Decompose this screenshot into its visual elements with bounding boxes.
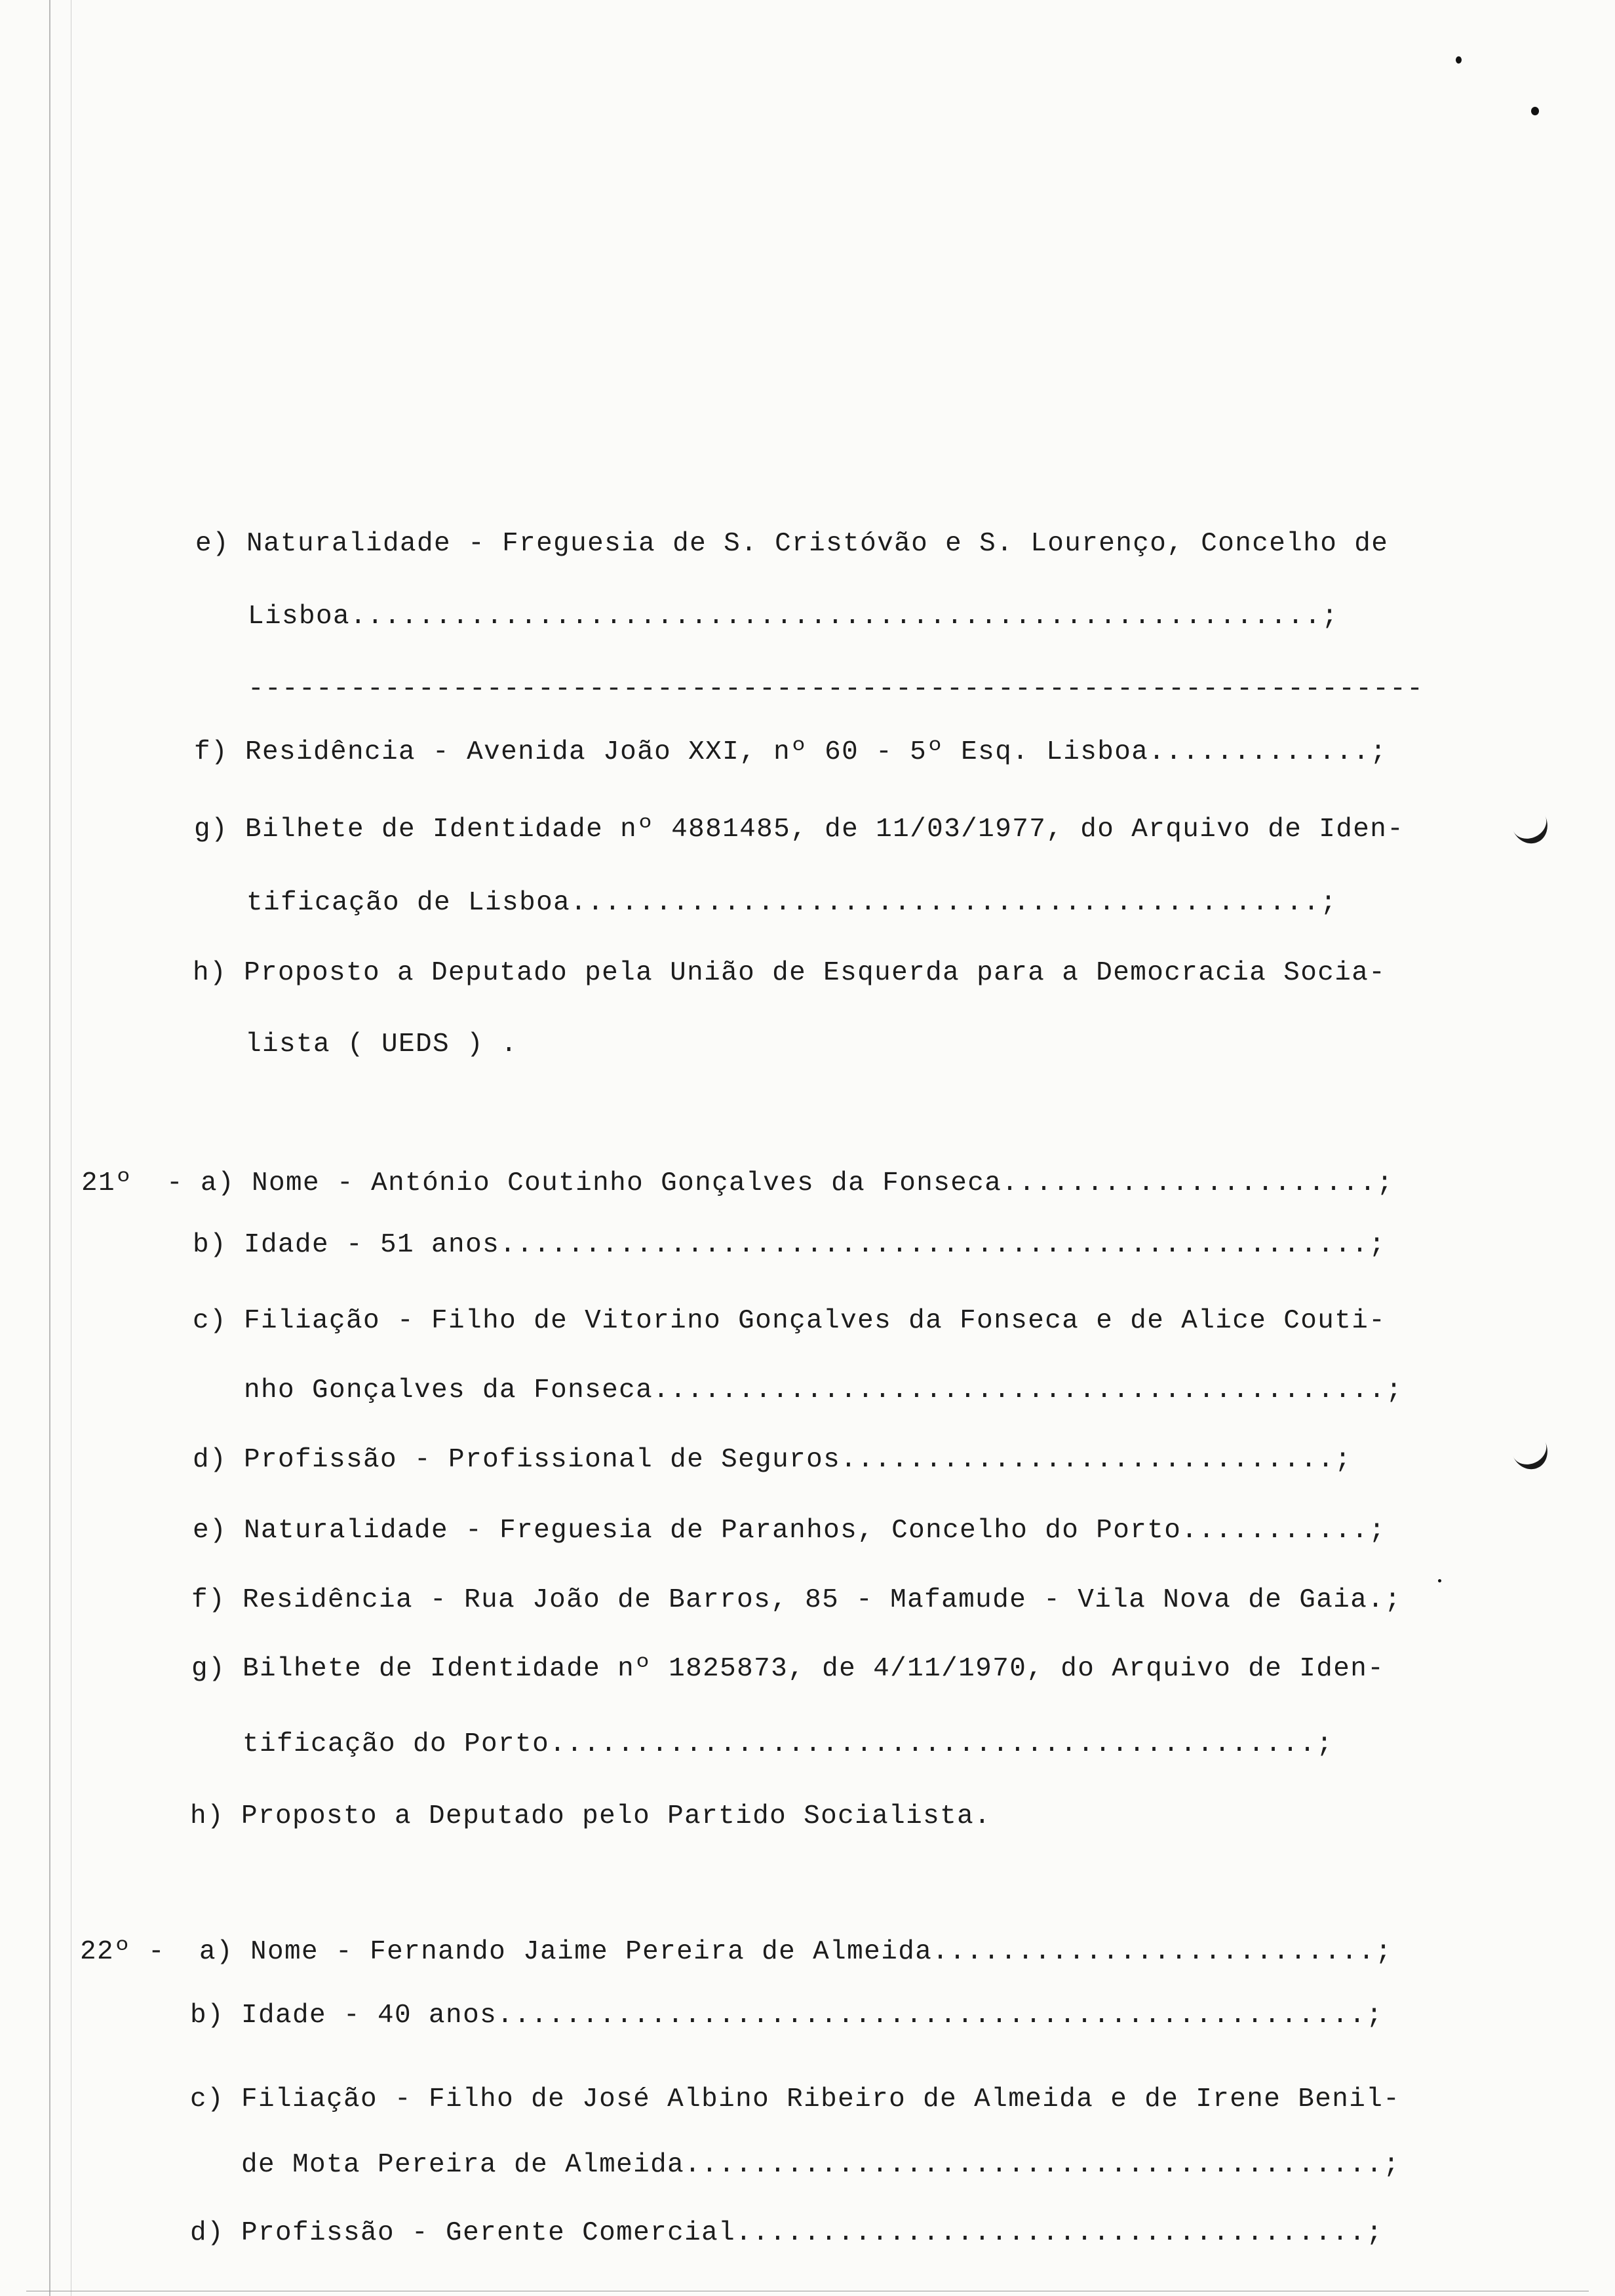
text-line: h) Proposto a Deputado pelo Partido Socialista. bbox=[190, 1801, 992, 1831]
entry-heading-21: 21º - a) Nome - António Coutinho Gonçalves da Fonseca......................; bbox=[81, 1168, 1394, 1198]
text-line: h) Proposto a Deputado pela União de Esquerda para a Democracia Socia- bbox=[193, 958, 1386, 988]
text-line: Lisboa.........................................................; bbox=[248, 602, 1339, 632]
text-line: e) Naturalidade - Freguesia de S. Cristóvão e S. Lourenço, Concelho de bbox=[195, 529, 1389, 559]
text-line: b) Idade - 51 anos...................................................; bbox=[193, 1230, 1386, 1260]
text-line: lista ( UEDS ) . bbox=[245, 1029, 518, 1060]
text-line: nho Gonçalves da Fonseca...........................................; bbox=[244, 1375, 1403, 1406]
text-line: de Mota Pereira de Almeida.........................................; bbox=[241, 2150, 1401, 2180]
text-line: c) Filiação - Filho de Vitorino Gonçalves da Fonseca e de Alice Couti- bbox=[193, 1306, 1386, 1336]
paper-speck bbox=[1531, 107, 1539, 115]
text-line: d) Profissão - Gerente Comercial.....................................; bbox=[190, 2218, 1384, 2248]
text-line: g) Bilhete de Identidade nº 1825873, de 4/11/1970, do Arquivo de Iden- bbox=[191, 1654, 1385, 1684]
text-line: f) Residência - Avenida João XXI, nº 60 - 5º Esq. Lisboa.............; bbox=[194, 737, 1388, 767]
punch-hole-mark bbox=[1504, 797, 1554, 850]
text-line: f) Residência - Rua João de Barros, 85 - Mafamude - Vila Nova de Gaia.; bbox=[191, 1585, 1402, 1615]
punch-hole-mark bbox=[1504, 1423, 1554, 1476]
margin-rule-outer bbox=[49, 0, 50, 2296]
text-line: c) Filiação - Filho de José Albino Ribeiro de Almeida e de Irene Benil- bbox=[190, 2084, 1401, 2114]
paper-speck bbox=[1456, 56, 1462, 64]
divider-dashes: --------------------------------------------------------------------- bbox=[248, 674, 1424, 704]
paper-speck bbox=[1438, 1579, 1441, 1582]
text-line: d) Profissão - Profissional de Seguros.............................; bbox=[193, 1445, 1352, 1475]
text-line: b) Idade - 40 anos...................................................; bbox=[190, 2000, 1384, 2031]
text-line: tificação de Lisboa............................................; bbox=[246, 888, 1338, 918]
text-line: g) Bilhete de Identidade nº 4881485, de 11/03/1977, do Arquivo de Iden- bbox=[194, 814, 1405, 845]
text-line: tificação do Porto.............................................; bbox=[243, 1729, 1334, 1759]
text-line: e) Naturalidade - Freguesia de Paranhos, Concelho do Porto...........; bbox=[193, 1516, 1386, 1546]
entry-heading-22: 22º - a) Nome - Fernando Jaime Pereira de Almeida..........................; bbox=[80, 1937, 1393, 1967]
